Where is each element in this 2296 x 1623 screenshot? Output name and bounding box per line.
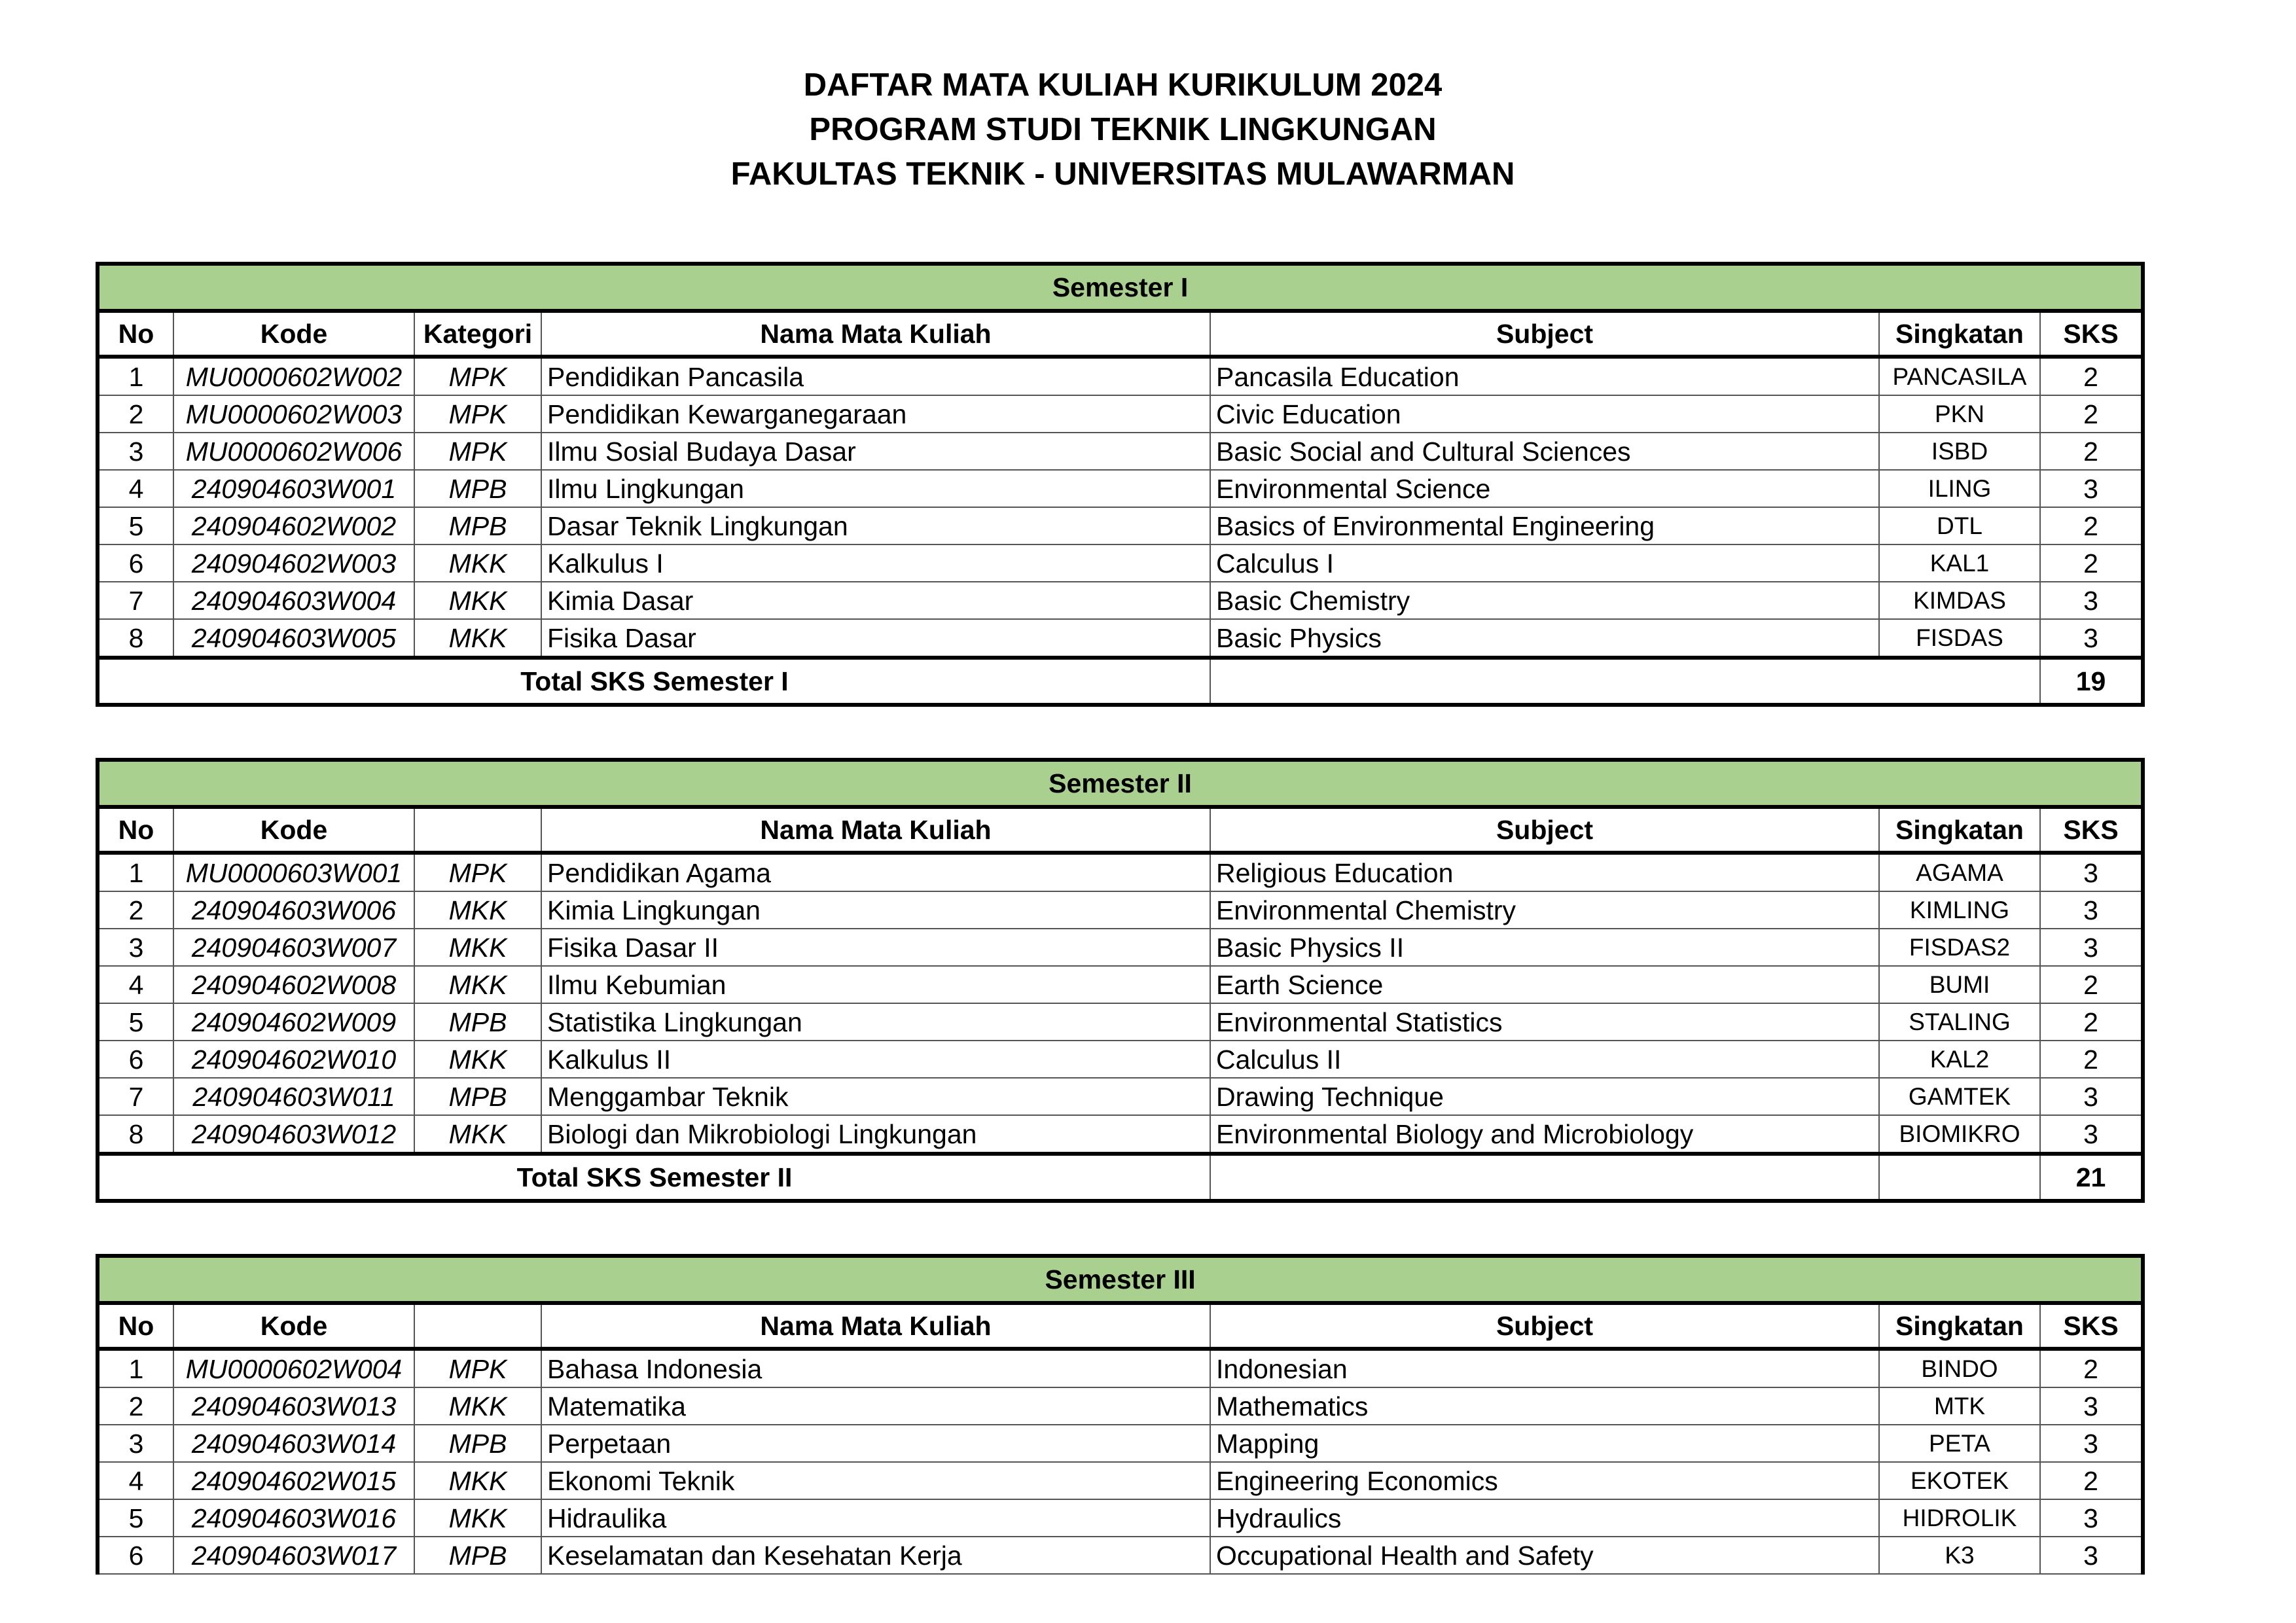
cell-nama: Ilmu Sosial Budaya Dasar <box>541 433 1210 470</box>
cell-nama: Ilmu Lingkungan <box>541 470 1210 507</box>
cell-singkatan: PETA <box>1879 1425 2040 1462</box>
table-row <box>98 1003 2143 1041</box>
cell-kategori: MKK <box>414 1041 541 1078</box>
cell-subject: Basic Chemistry <box>1210 582 1879 619</box>
cell-singkatan: STALING <box>1879 1003 2040 1041</box>
cell-singkatan: BUMI <box>1879 966 2040 1003</box>
cell-sks: 3 <box>2040 1078 2143 1115</box>
cell-sks: 2 <box>2040 433 2143 470</box>
header-no: No <box>98 1303 173 1349</box>
cell-kategori: MPB <box>414 1425 541 1462</box>
table-row <box>98 891 2143 929</box>
cell-kode: 240904603W006 <box>173 891 414 929</box>
header-kategori: Kategori <box>414 311 541 357</box>
cell-kode: 240904602W003 <box>173 544 414 582</box>
cell-kode: 240904603W005 <box>173 619 414 658</box>
header-subject: Subject <box>1210 807 1879 853</box>
table-row <box>98 1499 2143 1537</box>
cell-kode: 240904603W004 <box>173 582 414 619</box>
cell-sks: 3 <box>2040 619 2143 658</box>
cell-kode: MU0000602W002 <box>173 357 414 395</box>
header-kode: Kode <box>173 311 414 357</box>
cell-sks: 2 <box>2040 357 2143 395</box>
total-empty-cell <box>1210 1154 1879 1201</box>
cell-singkatan: KAL1 <box>1879 544 2040 582</box>
cell-kategori: MKK <box>414 966 541 1003</box>
header-no: No <box>98 807 173 853</box>
cell-nama: Kalkulus I <box>541 544 1210 582</box>
cell-no: 2 <box>98 395 173 433</box>
cell-singkatan: EKOTEK <box>1879 1462 2040 1499</box>
cell-sks: 3 <box>2040 891 2143 929</box>
table-row <box>98 357 2143 395</box>
title-line-2: PROGRAM STUDI TEKNIK LINGKUNGAN <box>809 112 1437 147</box>
table-row <box>98 1078 2143 1115</box>
semester-table <box>96 758 2145 1203</box>
header-nama: Nama Mata Kuliah <box>541 1303 1210 1349</box>
header-sks: SKS <box>2040 311 2143 357</box>
cell-nama: Fisika Dasar II <box>541 929 1210 966</box>
cell-sks: 2 <box>2040 1003 2143 1041</box>
header-sks: SKS <box>2040 807 2143 853</box>
table-row <box>98 1349 2143 1387</box>
table-row <box>98 544 2143 582</box>
cell-kategori: MKK <box>414 929 541 966</box>
table-row <box>98 1462 2143 1499</box>
cell-no: 1 <box>98 1349 173 1387</box>
cell-nama: Matematika <box>541 1387 1210 1425</box>
semester-title: Semester II <box>98 760 2143 807</box>
cell-kode: 240904602W010 <box>173 1041 414 1078</box>
header-kode: Kode <box>173 1303 414 1349</box>
cell-kategori: MKK <box>414 891 541 929</box>
cell-kode: 240904603W012 <box>173 1115 414 1154</box>
cell-singkatan: ISBD <box>1879 433 2040 470</box>
cell-kode: 240904603W017 <box>173 1537 414 1574</box>
table-row <box>98 433 2143 470</box>
cell-nama: Ekonomi Teknik <box>541 1462 1210 1499</box>
cell-kategori: MPB <box>414 1003 541 1041</box>
cell-sks: 2 <box>2040 395 2143 433</box>
cell-kategori: MPB <box>414 470 541 507</box>
header-no: No <box>98 311 173 357</box>
cell-singkatan: PANCASILA <box>1879 357 2040 395</box>
cell-sks: 3 <box>2040 929 2143 966</box>
cell-no: 8 <box>98 619 173 658</box>
cell-subject: Basic Physics II <box>1210 929 1879 966</box>
cell-subject: Mapping <box>1210 1425 1879 1462</box>
header-nama: Nama Mata Kuliah <box>541 311 1210 357</box>
header-singkatan: Singkatan <box>1879 807 2040 853</box>
column-header-row <box>98 807 2143 853</box>
cell-nama: Biologi dan Mikrobiologi Lingkungan <box>541 1115 1210 1154</box>
cell-sks: 3 <box>2040 1115 2143 1154</box>
header-singkatan: Singkatan <box>1879 1303 2040 1349</box>
cell-nama: Menggambar Teknik <box>541 1078 1210 1115</box>
header-sks: SKS <box>2040 1303 2143 1349</box>
cell-kode: 240904603W001 <box>173 470 414 507</box>
total-empty-cell <box>1879 1154 2040 1201</box>
cell-no: 3 <box>98 1425 173 1462</box>
cell-no: 1 <box>98 853 173 891</box>
cell-no: 8 <box>98 1115 173 1154</box>
cell-no: 1 <box>98 357 173 395</box>
cell-sks: 2 <box>2040 1462 2143 1499</box>
cell-subject: Environmental Statistics <box>1210 1003 1879 1041</box>
header-kode: Kode <box>173 807 414 853</box>
header-subject: Subject <box>1210 1303 1879 1349</box>
cell-nama: Pendidikan Kewarganegaraan <box>541 395 1210 433</box>
cell-nama: Kalkulus II <box>541 1041 1210 1078</box>
cell-singkatan: MTK <box>1879 1387 2040 1425</box>
cell-no: 6 <box>98 1041 173 1078</box>
cell-kode: 240904602W002 <box>173 507 414 544</box>
cell-kategori: MKK <box>414 582 541 619</box>
cell-kategori: MPB <box>414 1078 541 1115</box>
cell-subject: Religious Education <box>1210 853 1879 891</box>
cell-nama: Ilmu Kebumian <box>541 966 1210 1003</box>
cell-kode: MU0000602W003 <box>173 395 414 433</box>
cell-subject: Mathematics <box>1210 1387 1879 1425</box>
cell-kode: 240904602W009 <box>173 1003 414 1041</box>
table-row <box>98 395 2143 433</box>
cell-sks: 3 <box>2040 853 2143 891</box>
column-header-row <box>98 311 2143 357</box>
header-subject: Subject <box>1210 311 1879 357</box>
cell-nama: Kimia Lingkungan <box>541 891 1210 929</box>
cell-kategori: MKK <box>414 1115 541 1154</box>
cell-singkatan: FISDAS2 <box>1879 929 2040 966</box>
cell-nama: Dasar Teknik Lingkungan <box>541 507 1210 544</box>
cell-no: 5 <box>98 1499 173 1537</box>
semester-title-row <box>98 264 2143 311</box>
cell-sks: 2 <box>2040 507 2143 544</box>
cell-no: 4 <box>98 470 173 507</box>
cell-singkatan: ILING <box>1879 470 2040 507</box>
cell-subject: Environmental Biology and Microbiology <box>1210 1115 1879 1154</box>
cell-subject: Hydraulics <box>1210 1499 1879 1537</box>
semester-title: Semester I <box>98 264 2143 311</box>
cell-no: 7 <box>98 582 173 619</box>
cell-no: 6 <box>98 1537 173 1574</box>
cell-sks: 3 <box>2040 1387 2143 1425</box>
cell-no: 4 <box>98 966 173 1003</box>
cell-nama: Pendidikan Pancasila <box>541 357 1210 395</box>
cell-subject: Environmental Chemistry <box>1210 891 1879 929</box>
cell-kategori: MKK <box>414 619 541 658</box>
cell-kategori: MPB <box>414 507 541 544</box>
cell-singkatan: KIMLING <box>1879 891 2040 929</box>
cell-kategori: MKK <box>414 1387 541 1425</box>
cell-singkatan: FISDAS <box>1879 619 2040 658</box>
total-empty-cell <box>1210 658 2040 705</box>
table-row <box>98 853 2143 891</box>
cell-sks: 3 <box>2040 1499 2143 1537</box>
cell-no: 3 <box>98 433 173 470</box>
cell-nama: Perpetaan <box>541 1425 1210 1462</box>
table-row <box>98 1387 2143 1425</box>
cell-subject: Drawing Technique <box>1210 1078 1879 1115</box>
cell-no: 7 <box>98 1078 173 1115</box>
cell-nama: Statistika Lingkungan <box>541 1003 1210 1041</box>
cell-sks: 2 <box>2040 544 2143 582</box>
cell-nama: Fisika Dasar <box>541 619 1210 658</box>
cell-kode: 240904603W011 <box>173 1078 414 1115</box>
cell-sks: 3 <box>2040 1425 2143 1462</box>
header-kategori <box>414 807 541 853</box>
cell-sks: 2 <box>2040 1041 2143 1078</box>
cell-subject: Calculus II <box>1210 1041 1879 1078</box>
table-row <box>98 1115 2143 1154</box>
total-sks: 21 <box>2040 1154 2143 1201</box>
cell-kategori: MPB <box>414 1537 541 1574</box>
table-row <box>98 1425 2143 1462</box>
cell-subject: Engineering Economics <box>1210 1462 1879 1499</box>
semester-title-row <box>98 760 2143 807</box>
cell-singkatan: KAL2 <box>1879 1041 2040 1078</box>
cell-no: 6 <box>98 544 173 582</box>
cell-subject: Basic Social and Cultural Sciences <box>1210 433 1879 470</box>
cell-singkatan: GAMTEK <box>1879 1078 2040 1115</box>
header-singkatan: Singkatan <box>1879 311 2040 357</box>
cell-kategori: MPK <box>414 395 541 433</box>
cell-subject: Pancasila Education <box>1210 357 1879 395</box>
document-title <box>0 63 2246 196</box>
table-row <box>98 507 2143 544</box>
table-row <box>98 582 2143 619</box>
title-line-3: FAKULTAS TEKNIK - UNIVERSITAS MULAWARMAN <box>730 156 1515 192</box>
cell-sks: 3 <box>2040 1537 2143 1574</box>
cell-no: 2 <box>98 891 173 929</box>
total-label: Total SKS Semester I <box>98 658 1210 705</box>
table-row <box>98 619 2143 658</box>
cell-subject: Occupational Health and Safety <box>1210 1537 1879 1574</box>
cell-sks: 3 <box>2040 470 2143 507</box>
table-row <box>98 929 2143 966</box>
total-label: Total SKS Semester II <box>98 1154 1210 1201</box>
cell-kategori: MPK <box>414 853 541 891</box>
cell-kode: 240904602W008 <box>173 966 414 1003</box>
cell-kode: 240904602W015 <box>173 1462 414 1499</box>
cell-no: 5 <box>98 507 173 544</box>
table-row <box>98 1041 2143 1078</box>
cell-singkatan: AGAMA <box>1879 853 2040 891</box>
semester-title-row <box>98 1256 2143 1303</box>
cell-singkatan: PKN <box>1879 395 2040 433</box>
cell-kode: 240904603W014 <box>173 1425 414 1462</box>
cell-kode: MU0000603W001 <box>173 853 414 891</box>
cell-kategori: MPK <box>414 433 541 470</box>
cell-kode: MU0000602W006 <box>173 433 414 470</box>
total-sks: 19 <box>2040 658 2143 705</box>
cell-sks: 2 <box>2040 966 2143 1003</box>
cell-sks: 3 <box>2040 582 2143 619</box>
total-row <box>98 658 2143 705</box>
cell-nama: Kimia Dasar <box>541 582 1210 619</box>
cell-singkatan: KIMDAS <box>1879 582 2040 619</box>
cell-nama: Hidraulika <box>541 1499 1210 1537</box>
column-header-row <box>98 1303 2143 1349</box>
semester-table <box>96 1254 2145 1575</box>
cell-subject: Earth Science <box>1210 966 1879 1003</box>
cell-kategori: MKK <box>414 1499 541 1537</box>
cell-kode: MU0000602W004 <box>173 1349 414 1387</box>
cell-kode: 240904603W007 <box>173 929 414 966</box>
table-row <box>98 470 2143 507</box>
semester-title: Semester III <box>98 1256 2143 1303</box>
cell-kategori: MKK <box>414 544 541 582</box>
cell-singkatan: K3 <box>1879 1537 2040 1574</box>
cell-kode: 240904603W013 <box>173 1387 414 1425</box>
title-line-1: DAFTAR MATA KULIAH KURIKULUM 2024 <box>803 67 1443 103</box>
cell-subject: Calculus I <box>1210 544 1879 582</box>
cell-subject: Environmental Science <box>1210 470 1879 507</box>
cell-singkatan: BIOMIKRO <box>1879 1115 2040 1154</box>
cell-kode: 240904603W016 <box>173 1499 414 1537</box>
cell-kategori: MKK <box>414 1462 541 1499</box>
cell-subject: Civic Education <box>1210 395 1879 433</box>
cell-subject: Basics of Environmental Engineering <box>1210 507 1879 544</box>
cell-no: 3 <box>98 929 173 966</box>
cell-kategori: MPK <box>414 357 541 395</box>
cell-sks: 2 <box>2040 1349 2143 1387</box>
cell-singkatan: DTL <box>1879 507 2040 544</box>
semester-table <box>96 262 2145 707</box>
cell-kategori: MPK <box>414 1349 541 1387</box>
cell-nama: Pendidikan Agama <box>541 853 1210 891</box>
cell-no: 4 <box>98 1462 173 1499</box>
cell-nama: Bahasa Indonesia <box>541 1349 1210 1387</box>
header-kategori <box>414 1303 541 1349</box>
cell-singkatan: HIDROLIK <box>1879 1499 2040 1537</box>
table-row <box>98 966 2143 1003</box>
cell-subject: Indonesian <box>1210 1349 1879 1387</box>
cell-subject: Basic Physics <box>1210 619 1879 658</box>
cell-singkatan: BINDO <box>1879 1349 2040 1387</box>
header-nama: Nama Mata Kuliah <box>541 807 1210 853</box>
total-row <box>98 1154 2143 1201</box>
cell-no: 5 <box>98 1003 173 1041</box>
cell-no: 2 <box>98 1387 173 1425</box>
cell-nama: Keselamatan dan Kesehatan Kerja <box>541 1537 1210 1574</box>
table-row <box>98 1537 2143 1574</box>
